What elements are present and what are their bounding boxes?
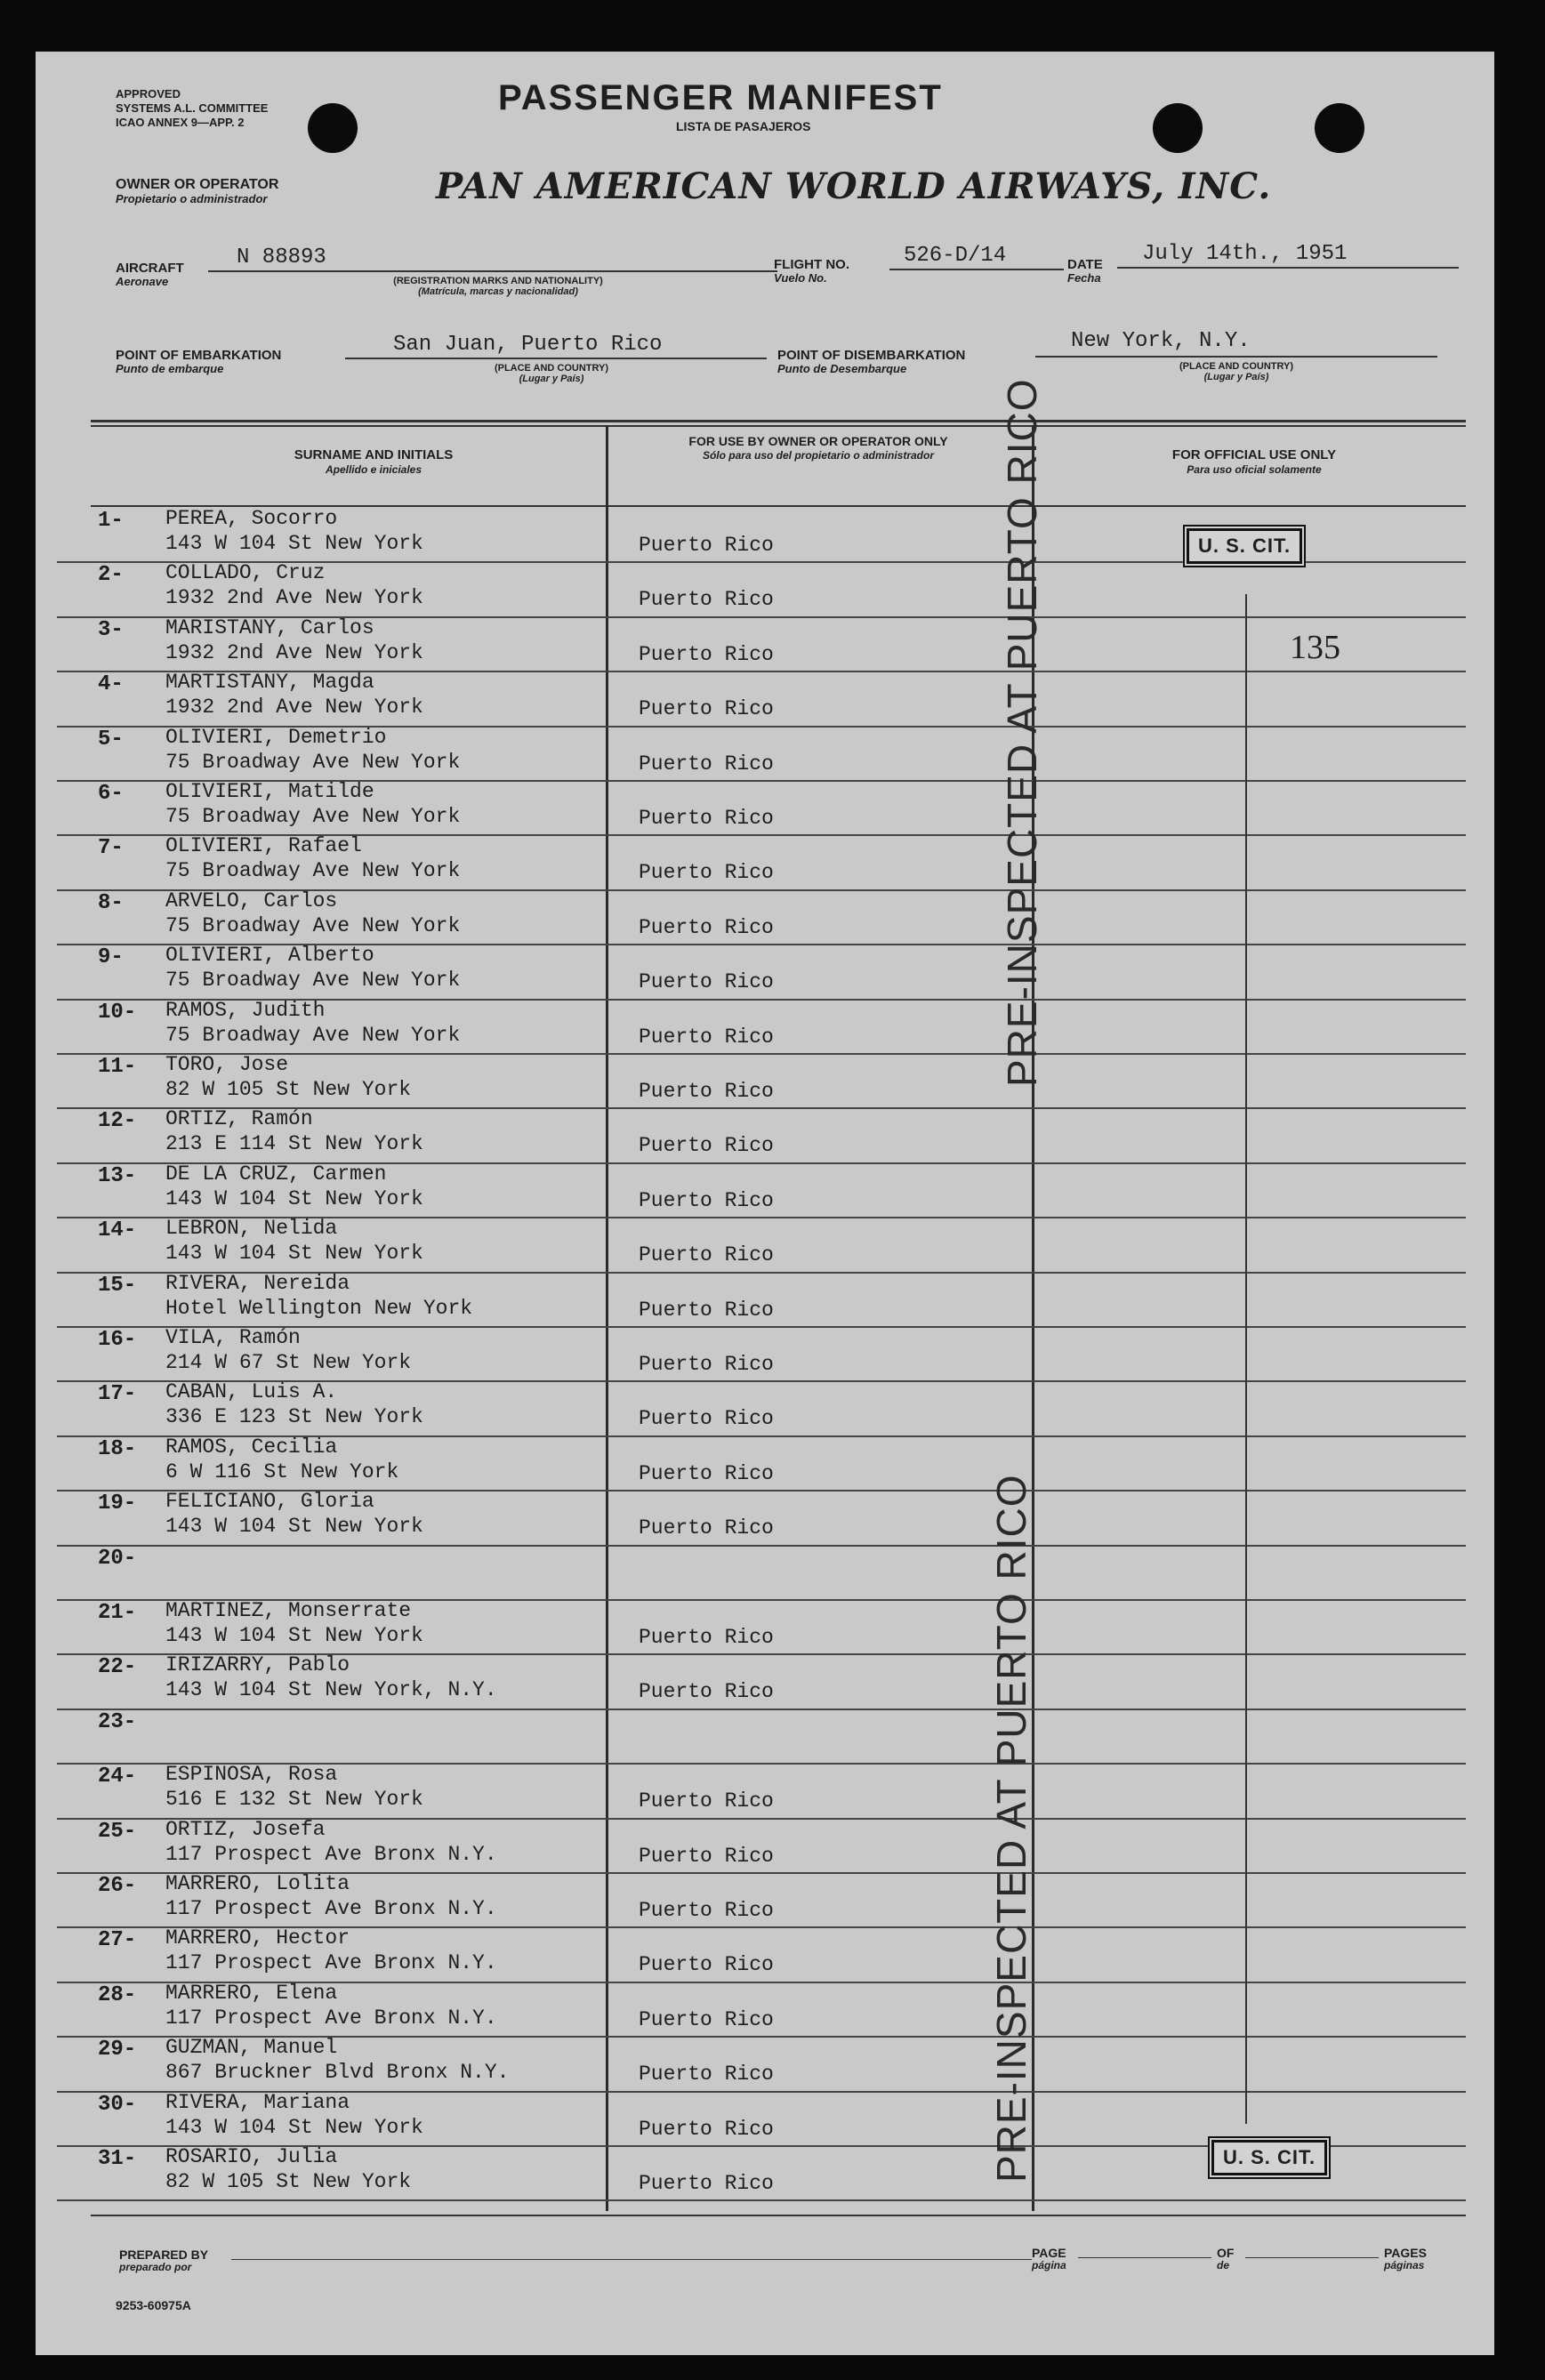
row-number: 13- — [98, 1163, 137, 1188]
passenger-address: 143 W 104 St New York — [165, 1515, 423, 1539]
aircraft-value: N 88893 — [237, 245, 326, 269]
row-number: 12- — [98, 1109, 137, 1134]
page-line — [1078, 2257, 1211, 2258]
passenger-address: 75 Broadway Ave New York — [165, 969, 461, 993]
passenger-address: 75 Broadway Ave New York — [165, 859, 461, 883]
column-header-surname: SURNAME AND INITIALS Apellido e iniciales — [294, 447, 454, 476]
passenger-address: 1932 2nd Ave New York — [165, 640, 423, 664]
owner-use-value: Puerto Rico — [639, 1188, 774, 1212]
owner-use-value: Puerto Rico — [639, 1353, 774, 1376]
row-number: 7- — [98, 836, 124, 861]
row-number: 22- — [98, 1655, 137, 1680]
owner-use-value: Puerto Rico — [639, 588, 774, 612]
row-number: 27- — [98, 1928, 137, 1953]
form-subtitle: LISTA DE PASAJEROS — [676, 119, 811, 133]
passenger-address: 336 E 123 St New York — [165, 1405, 423, 1429]
owner-use-value: Puerto Rico — [639, 534, 774, 557]
passenger-name: MARTISTANY, Magda — [165, 671, 374, 695]
date-line — [1117, 267, 1459, 269]
owner-use-value: Puerto Rico — [639, 2117, 774, 2141]
form-number: 9253-60975A — [116, 2298, 191, 2312]
owner-use-value: Puerto Rico — [639, 1516, 774, 1540]
passenger-name: RAMOS, Cecilia — [165, 1435, 338, 1459]
approval-note: APPROVED SYSTEMS A.L. COMMITTEE ICAO ANNEX 9—APP. 2 — [116, 87, 269, 129]
passenger-address: 143 W 104 St New York — [165, 1242, 423, 1266]
passenger-address: 1932 2nd Ave New York — [165, 696, 423, 720]
row-rule — [57, 2199, 1466, 2201]
row-number: 25- — [98, 1819, 137, 1844]
owner-use-value: Puerto Rico — [639, 970, 774, 994]
punch-hole-middle — [1153, 103, 1203, 153]
of-line — [1245, 2257, 1379, 2258]
passenger-address: 1932 2nd Ave New York — [165, 586, 423, 610]
embark-line — [345, 358, 767, 359]
owner-use-value: Puerto Rico — [639, 697, 774, 721]
pages-label: PAGES páginas — [1384, 2246, 1427, 2271]
passenger-name: MARRERO, Elena — [165, 1981, 338, 2005]
passenger-address: 82 W 105 St New York — [165, 2170, 412, 2193]
row-number: 19- — [98, 1492, 137, 1516]
passenger-address: 143 W 104 St New York — [165, 1624, 423, 1647]
punch-hole-right — [1315, 103, 1364, 153]
passenger-address: 143 W 104 St New York, N.Y. — [165, 1678, 497, 1702]
passenger-name: VILA, Ramón — [165, 1326, 301, 1349]
owner-use-value: Puerto Rico — [639, 1298, 774, 1322]
table-top-rule — [91, 420, 1466, 422]
owner-use-value: Puerto Rico — [639, 752, 774, 776]
passenger-name: RIVERA, Mariana — [165, 2090, 350, 2114]
row-number: 20- — [98, 1546, 137, 1571]
prepared-by-line — [231, 2259, 1032, 2260]
disembark-value: New York, N.Y. — [1071, 329, 1251, 353]
passenger-address: 213 E 114 St New York — [165, 1132, 423, 1156]
passenger-address: 143 W 104 St New York — [165, 532, 423, 555]
passenger-name: OLIVIERI, Matilde — [165, 780, 374, 803]
form-title: PASSENGER MANIFEST — [498, 78, 943, 117]
owner-use-value: Puerto Rico — [639, 1243, 774, 1267]
passenger-name: ORTIZ, Josefa — [165, 1817, 326, 1841]
embark-value: San Juan, Puerto Rico — [393, 333, 663, 357]
aircraft-line — [208, 270, 777, 272]
passenger-name: MARTINEZ, Monserrate — [165, 1599, 412, 1622]
row-number: 31- — [98, 2147, 137, 2171]
row-number: 4- — [98, 672, 124, 697]
passenger-name: ARVELO, Carlos — [165, 888, 338, 913]
owner-use-value: Puerto Rico — [639, 2172, 774, 2195]
owner-use-value: Puerto Rico — [639, 1461, 774, 1485]
passenger-address: 117 Prospect Ave Bronx N.Y. — [165, 1842, 497, 1866]
owner-use-value: Puerto Rico — [639, 1080, 774, 1103]
passenger-name: RAMOS, Judith — [165, 998, 326, 1022]
passenger-address: 117 Prospect Ave Bronx N.Y. — [165, 1951, 497, 1975]
embark-place-caption: (PLACE AND COUNTRY) (Lugar y País) — [494, 363, 609, 384]
row-number: 11- — [98, 1055, 137, 1079]
passenger-name: MARRERO, Hector — [165, 1926, 350, 1950]
preinspected-stamp-top: PRE-INSPECTED AT PUERTO RICO — [999, 378, 1045, 1087]
row-number: 26- — [98, 1874, 137, 1898]
row-number: 2- — [98, 563, 124, 588]
passenger-name: TORO, Jose — [165, 1053, 289, 1076]
passenger-name: ORTIZ, Ramón — [165, 1107, 313, 1131]
passenger-name: OLIVIERI, Alberto — [165, 944, 374, 968]
date-label: DATE Fecha — [1067, 257, 1103, 285]
row-number: 6- — [98, 782, 124, 806]
row-number: 1- — [98, 509, 124, 533]
passenger-address: 75 Broadway Ave New York — [165, 805, 461, 828]
passenger-address: 117 Prospect Ave Bronx N.Y. — [165, 1897, 497, 1920]
us-citizen-bracket — [1245, 594, 1259, 2124]
passenger-name: MARISTANY, Carlos — [165, 615, 374, 639]
passenger-name: ROSARIO, Julia — [165, 2145, 338, 2168]
owner-use-value: Puerto Rico — [639, 1844, 774, 1868]
owner-use-value: Puerto Rico — [639, 642, 774, 666]
column-header-official: FOR OFFICIAL USE ONLY Para uso oficial solamente — [1171, 447, 1337, 476]
aircraft-label: AIRCRAFT Aeronave — [116, 261, 184, 288]
row-number: 28- — [98, 1982, 137, 2007]
passenger-address: 214 W 67 St New York — [165, 1351, 412, 1374]
owner-use-value: Puerto Rico — [639, 1789, 774, 1813]
disembark-place-caption: (PLACE AND COUNTRY) (Lugar y País) — [1179, 361, 1294, 382]
page-label: PAGE página — [1032, 2246, 1066, 2271]
passenger-address: 867 Bruckner Blvd Bronx N.Y. — [165, 2061, 510, 2085]
owner-use-value: Puerto Rico — [639, 1407, 774, 1431]
row-number: 30- — [98, 2092, 137, 2117]
owner-use-value: Puerto Rico — [639, 1025, 774, 1049]
row-number: 17- — [98, 1382, 137, 1407]
passenger-address: 75 Broadway Ave New York — [165, 913, 461, 937]
disembark-label: POINT OF DISEMBARKATION Punto de Desembarque — [777, 348, 966, 375]
row-number: 8- — [98, 890, 124, 915]
row-number: 21- — [98, 1601, 137, 1625]
owner-use-value: Puerto Rico — [639, 1134, 774, 1158]
column-header-owner: FOR USE BY OWNER OR OPERATOR ONLY Sólo para uso del propietario o administrador — [688, 434, 948, 462]
passenger-address: Hotel Wellington New York — [165, 1296, 473, 1320]
preinspected-stamp-bottom: PRE-INSPECTED AT PUERTO RICO — [988, 1474, 1034, 2183]
row-number: 24- — [98, 1765, 137, 1789]
row-number: 10- — [98, 1000, 137, 1025]
owner-use-value: Puerto Rico — [639, 915, 774, 939]
passenger-address: 6 W 116 St New York — [165, 1459, 399, 1483]
flight-line — [889, 269, 1064, 270]
passenger-name: FELICIANO, Gloria — [165, 1490, 374, 1514]
row-number: 29- — [98, 2038, 137, 2062]
of-label: OF de — [1217, 2246, 1235, 2271]
passenger-name: LEBRON, Nelida — [165, 1217, 338, 1241]
owner-use-value: Puerto Rico — [639, 2007, 774, 2031]
embark-label: POINT OF EMBARKATION Punto de embarque — [116, 348, 282, 375]
passenger-count: 135 — [1290, 629, 1340, 666]
table-top-rule-2 — [91, 425, 1466, 427]
disembark-line — [1035, 356, 1437, 358]
passenger-name: IRIZARRY, Pablo — [165, 1653, 350, 1677]
owner-use-value: Puerto Rico — [639, 1626, 774, 1649]
owner-use-value: Puerto Rico — [639, 807, 774, 830]
flight-label: FLIGHT NO. Vuelo No. — [774, 257, 849, 285]
owner-label-es: Propietario o administrador — [116, 192, 268, 205]
passenger-name: ESPINOSA, Rosa — [165, 1763, 338, 1787]
passenger-name: OLIVIERI, Demetrio — [165, 725, 387, 749]
row-number: 15- — [98, 1273, 137, 1298]
flight-value: 526-D/14 — [904, 244, 1007, 268]
passenger-address: 117 Prospect Ave Bronx N.Y. — [165, 2006, 497, 2030]
passenger-name: MARRERO, Lolita — [165, 1872, 350, 1895]
owner-use-value: Puerto Rico — [639, 1953, 774, 1977]
owner-use-value: Puerto Rico — [639, 861, 774, 885]
registration-caption: (REGISTRATION MARKS AND NATIONALITY) (Matrícula, marcas y nacionalidad) — [393, 276, 603, 297]
company-name: PAN AMERICAN WORLD AIRWAYS, INC. — [436, 165, 1272, 207]
date-value: July 14th., 1951 — [1142, 242, 1348, 266]
passenger-address: 75 Broadway Ave New York — [165, 1023, 461, 1047]
passenger-name: CABAN, Luis A. — [165, 1380, 338, 1404]
owner-use-value: Puerto Rico — [639, 1680, 774, 1704]
passenger-name: OLIVIERI, Rafael — [165, 834, 362, 858]
passenger-address: 516 E 132 St New York — [165, 1788, 423, 1812]
passenger-name: RIVERA, Nereida — [165, 1271, 350, 1295]
passenger-name: DE LA CRUZ, Carmen — [165, 1162, 387, 1186]
passenger-address: 143 W 104 St New York — [165, 1186, 423, 1210]
owner-use-value: Puerto Rico — [639, 1899, 774, 1922]
table-bottom-rule — [91, 2215, 1466, 2216]
passenger-address: 143 W 104 St New York — [165, 2115, 423, 2139]
row-number: 23- — [98, 1709, 137, 1734]
row-number: 3- — [98, 617, 124, 642]
owner-use-value: Puerto Rico — [639, 2062, 774, 2087]
passenger-address: 75 Broadway Ave New York — [165, 750, 461, 774]
passenger-name: PEREA, Socorro — [165, 507, 338, 530]
row-number: 9- — [98, 945, 124, 970]
row-number: 16- — [98, 1328, 137, 1352]
row-number: 14- — [98, 1218, 137, 1243]
row-number: 5- — [98, 727, 124, 752]
owner-label — [116, 178, 278, 206]
us-citizen-stamp-top: U. S. CIT. — [1187, 528, 1302, 564]
prepared-by-label: PREPARED BY preparado por — [119, 2247, 209, 2273]
passenger-name: COLLADO, Cruz — [165, 561, 326, 585]
passenger-address: 82 W 105 St New York — [165, 1078, 412, 1101]
us-citizen-stamp-bottom: U. S. CIT. — [1211, 2140, 1327, 2175]
passenger-name: GUZMAN, Manuel — [165, 2036, 338, 2060]
owner-label-en: OWNER OR OPERATOR — [116, 177, 279, 192]
row-number: 18- — [98, 1436, 137, 1461]
